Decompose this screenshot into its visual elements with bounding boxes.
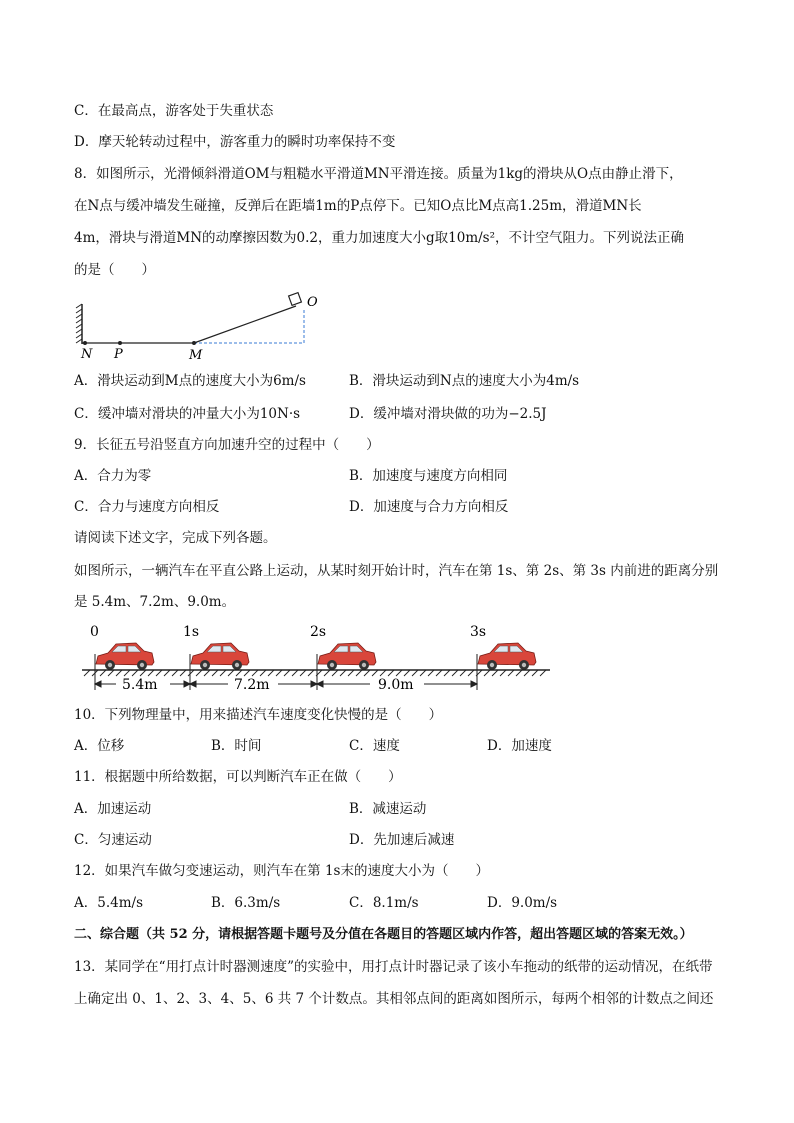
point-p	[118, 341, 122, 345]
q7-option-c: C．在最高点，游客处于失重状态	[74, 103, 274, 119]
car-at-0	[96, 643, 154, 670]
q8-stem-line-3: 4m，滑块与滑道MN的动摩擦因数为0.2，重力加速度大小g取10m/s²，不计空气阻力。下列说法正确	[74, 230, 685, 246]
label-m: M	[189, 348, 203, 363]
label-n: N	[81, 347, 93, 362]
q12-option-a: A．5.4m/s	[74, 895, 143, 911]
point-n	[83, 341, 87, 345]
q9-option-b: B．加速度与速度方向相同	[349, 468, 508, 484]
q13-stem-line-2: 上确定出 0、1、2、3、4、5、6 共 7 个计数点。其相邻点间的距离如图所示，每两个相邻的计数点之间还	[74, 991, 714, 1007]
wall-hatching	[76, 304, 82, 343]
distance-label-1: 5.4m	[122, 677, 158, 693]
q10-option-c: C．速度	[349, 738, 400, 754]
distance-label-3: 9.0m	[378, 677, 414, 693]
q8-stem-line-4: 的是（ ）	[74, 262, 155, 278]
q13-stem-line-1: 13．某同学在“用打点计时器测速度”的实验中，用打点计时器记录了该小车拖动的纸带的运动情况，在纸带	[74, 959, 713, 975]
label-o: O	[307, 295, 318, 310]
q12-option-b: B．6.3m/s	[211, 895, 281, 911]
q10-option-a: A．位移	[74, 738, 125, 754]
slider-block	[289, 293, 302, 306]
passage-line-2: 是 5.4m、7.2m、9.0m。	[74, 594, 236, 610]
q9-stem: 9．长征五号沿竖直方向加速升空的过程中（ ）	[74, 437, 380, 453]
q8-option-a: A．滑块运动到M点的速度大小为6m/s	[74, 373, 306, 389]
q11-option-b: B．减速运动	[349, 801, 427, 817]
q9-option-c: C．合力与速度方向相反	[74, 499, 220, 515]
q10-option-b: B．时间	[211, 738, 262, 754]
q8-stem-line-1: 8．如图所示，光滑倾斜滑道OM与粗糙水平滑道MN平滑连接。质量为1kg的滑块从O点由静止滑下，	[74, 166, 683, 182]
car-at-1s	[191, 643, 249, 670]
car-at-2s	[318, 643, 376, 670]
car-at-3s	[478, 643, 536, 670]
q8-option-c: C．缓冲墙对滑块的冲量大小为10N·s	[74, 406, 301, 422]
q9-option-a: A．合力为零	[74, 468, 152, 484]
time-label-0: 0	[90, 624, 99, 640]
q11-stem: 11．根据题中所给数据，可以判断汽车正在做（ ）	[74, 769, 402, 785]
q8-option-b: B．滑块运动到N点的速度大小为4m/s	[349, 373, 580, 389]
q11-option-c: C．匀速运动	[74, 832, 152, 848]
distance-label-2: 7.2m	[234, 677, 270, 693]
q9-option-d: D．加速度与合力方向相反	[349, 499, 509, 515]
q10-stem: 10．下列物理量中，用来描述汽车速度变化快慢的是（ ）	[74, 707, 443, 723]
slide-track-figure	[70, 290, 340, 365]
section-2-heading: 二、综合题（共 52 分，请根据答题卡题号及分值在各题目的答题区域内作答，超出答题区域的答案无效。）	[74, 927, 693, 942]
time-label-3s: 3s	[470, 624, 487, 640]
label-p: P	[114, 347, 123, 362]
passage-line-1: 如图所示，一辆汽车在平直公路上运动，从某时刻开始计时，汽车在第 1s、第 2s、第 3s 内前进的距离分别	[74, 563, 719, 579]
q12-option-d: D．9.0m/s	[487, 895, 558, 911]
q12-stem: 12．如果汽车做匀变速运动，则汽车在第 1s末的速度大小为（ ）	[74, 863, 489, 879]
passage-intro: 请阅读下述文字，完成下列各题。	[74, 530, 277, 546]
q11-option-a: A．加速运动	[74, 801, 152, 817]
time-label-1s: 1s	[183, 624, 200, 640]
q11-option-d: D．先加速后减速	[349, 832, 455, 848]
incline-om	[194, 306, 296, 343]
q7-option-d: D．摩天轮转动过程中，游客重力的瞬时功率保持不变	[74, 134, 396, 150]
q10-option-d: D．加速度	[487, 738, 552, 754]
q8-stem-line-2: 在N点与缓冲墙发生碰撞，反弹后在距墙1m的P点停下。已知O点比M点高1.25m，滑道MN长	[74, 198, 642, 214]
time-label-2s: 2s	[310, 624, 327, 640]
q8-option-d: D．缓冲墙对滑块做的功为−2.5J	[349, 406, 547, 422]
point-m	[192, 341, 196, 345]
car-motion-figure	[70, 618, 560, 696]
q12-option-c: C．8.1m/s	[349, 895, 419, 911]
